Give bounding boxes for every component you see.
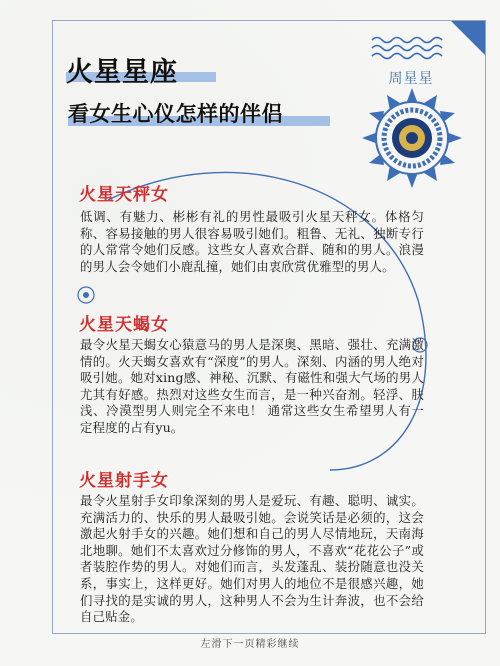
section-title-sagittarius: 火星射手女 [79,471,169,491]
section-title-scorpio: 火星天蝎女 [79,315,169,335]
footer-swipe-hint: 左滑下一页精彩继续 [200,639,300,650]
section-body-sagittarius: 最令火星射手女印象深刻的男人是爱玩、有趣、聪明、诚实。充满活力的、快乐的男人最吸引她。会说笑话是必须的，这会激起火射手女的兴趣。她们想和自己的男人尽情地玩，天南海北地聊。她们不太喜欢过分修饰的男人，不喜欢“花花公子”或者装腔作势的男人。对她们而言，头发蓬乱、装扮随意也没关系，事实上，这样更好。她们对男人的地位不是很感兴趣，她们寻找的是实诚的男人，这种男人不会为生计奔波，也不会给自己贴金。 [80,493,424,625]
section-title-libra: 火星天秤女 [79,185,169,205]
section-body-scorpio: 最令火星天蝎女心猿意马的男人是深奥、黑暗、强壮、充满激情的。火天蝎女喜欢有“深度”的男人。深刻、内涵的男人绝对吸引她。她对xing感、神秘、沉默、有磁性和强大气场的男人尤其有好感。热烈对这些女生而言，是一种兴奋剂。轻浮、肤浅、冷漠型男人则完全不来电！ 通常这些女生希望男人有一定程度的占有yu。 [80,337,424,435]
brand-logo-text: 周星星 [388,71,434,87]
wave-lines-icon [370,34,450,64]
zodiac-wheel-icon [362,88,462,188]
page-title: 火星星座 [66,57,178,88]
section-body-libra: 低调、有魅力、彬彬有礼的男性最吸引火星天秤女。体格匀称、容易接触的男人很容易吸引她们。粗鲁、无礼、独断专行的人常常令她们反感。这些女人喜欢合群、随和的男人。浪漫的男人会令她们小鹿乱撞，她们由衷欣赏优雅型的男人。 [80,209,424,274]
page-subtitle: 看女生心仪怎样的伴侣 [68,101,283,126]
